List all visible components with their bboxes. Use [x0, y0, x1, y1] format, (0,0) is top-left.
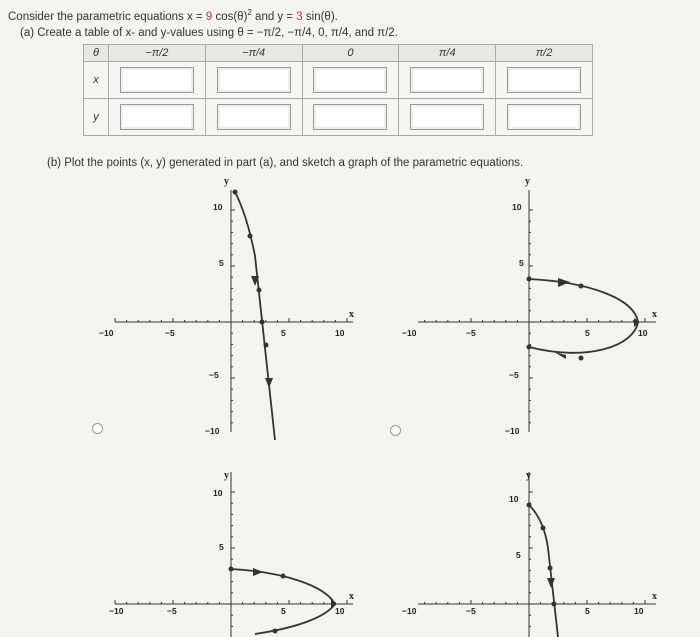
y-row-label: y [84, 99, 109, 136]
tick-x-5: 5 [281, 328, 286, 338]
theta-col-2: −π/4 [205, 45, 302, 62]
graph-curve [529, 279, 638, 353]
tick-x-neg5: −5 [466, 328, 476, 338]
tick-x-5: 5 [585, 328, 590, 338]
tick-x-neg5: −5 [466, 606, 476, 616]
direction-arrow [253, 568, 263, 576]
graph-point [264, 343, 269, 348]
y-input-3[interactable] [313, 104, 387, 130]
tick-y-10: 10 [512, 202, 522, 212]
graph-point [273, 629, 278, 634]
graph-point [233, 190, 238, 195]
theta-col-3: 0 [302, 45, 399, 62]
direction-arrow [558, 278, 570, 287]
tick-y-10: 10 [213, 202, 223, 212]
x-input-4[interactable] [410, 67, 484, 93]
theta-col-4: π/4 [399, 45, 496, 62]
tick-x-neg10: −10 [402, 328, 417, 338]
tick-x-neg10: −10 [109, 606, 124, 616]
graph-axes [418, 472, 656, 637]
theta-header: θ [84, 45, 109, 62]
x-input-3[interactable] [313, 67, 387, 93]
graph-curve [235, 192, 275, 440]
y-axis-label: y [224, 176, 229, 187]
tick-x-10: 10 [335, 328, 345, 338]
radio-option-2[interactable] [390, 425, 401, 436]
tick-y-5: 5 [219, 542, 224, 552]
values-table [83, 44, 593, 136]
graph-point [548, 566, 553, 571]
graph-point [257, 288, 262, 293]
graph-option-4 [398, 468, 668, 637]
y-axis-label: y [525, 176, 530, 187]
tick-y-5: 5 [519, 258, 524, 268]
graph-point [579, 284, 584, 289]
x-input-1[interactable] [120, 67, 194, 93]
y-axis-label: y [526, 470, 531, 481]
tick-x-10: 10 [638, 328, 648, 338]
graph-curve [529, 505, 558, 637]
tick-y-neg5: −5 [509, 370, 519, 380]
radio-option-1[interactable] [92, 423, 103, 434]
tick-x-10: 10 [634, 606, 644, 616]
part-b-prompt: (b) Plot the points (x, y) generated in part (a), and sketch a graph of the parametric equations. [47, 157, 524, 169]
x-axis-label: x [349, 309, 354, 320]
tick-y-neg10: −10 [205, 426, 220, 436]
tick-x-neg10: −10 [402, 606, 417, 616]
tick-y-neg5: −5 [209, 370, 219, 380]
graph-point [527, 345, 532, 350]
tick-y-5: 5 [516, 550, 521, 560]
tick-x-10: 10 [335, 606, 345, 616]
graph-point [281, 574, 286, 579]
tick-y-5: 5 [219, 258, 224, 268]
x-input-2[interactable] [217, 67, 291, 93]
graph-point [248, 234, 253, 239]
x-axis-label: x [652, 591, 657, 602]
tick-x-5: 5 [585, 606, 590, 616]
tick-y-10: 10 [509, 494, 519, 504]
x-axis-label: x [349, 591, 354, 602]
theta-col-1: −π/2 [109, 45, 206, 62]
y-input-2[interactable] [217, 104, 291, 130]
tick-y-10: 10 [213, 488, 223, 498]
y-axis-label: y [224, 470, 229, 481]
direction-arrow [547, 578, 555, 588]
graph-axes [418, 190, 656, 432]
tick-x-neg5: −5 [167, 606, 177, 616]
y-input-4[interactable] [410, 104, 484, 130]
graph-point [260, 320, 265, 325]
part-a-prompt: (a) Create a table of x- and y-values using θ = −π/2, −π/4, 0, π/4, and π/2. [20, 27, 398, 39]
graph-axes [115, 472, 353, 637]
tick-x-5: 5 [281, 606, 286, 616]
x-input-5[interactable] [507, 67, 581, 93]
y-input-5[interactable] [507, 104, 581, 130]
direction-arrow [265, 378, 273, 388]
graph-option-1 [95, 170, 365, 440]
graph-option-3 [95, 468, 365, 637]
theta-col-5: π/2 [496, 45, 593, 62]
question-intro: Consider the parametric equations x = 9 $\cos(\theta)^2$ and y = 3 sin(θ). [8, 8, 338, 23]
tick-x-neg5: −5 [165, 328, 175, 338]
graph-axes [115, 190, 353, 432]
tick-y-neg10: −10 [505, 426, 520, 436]
x-axis-label: x [652, 309, 657, 320]
graph-point [541, 526, 546, 531]
tick-x-neg10: −10 [99, 328, 114, 338]
y-input-1[interactable] [120, 104, 194, 130]
graph-curve [231, 569, 335, 634]
x-row-label: x [84, 62, 109, 99]
graph-option-2 [398, 170, 668, 440]
graph-point [579, 356, 584, 361]
